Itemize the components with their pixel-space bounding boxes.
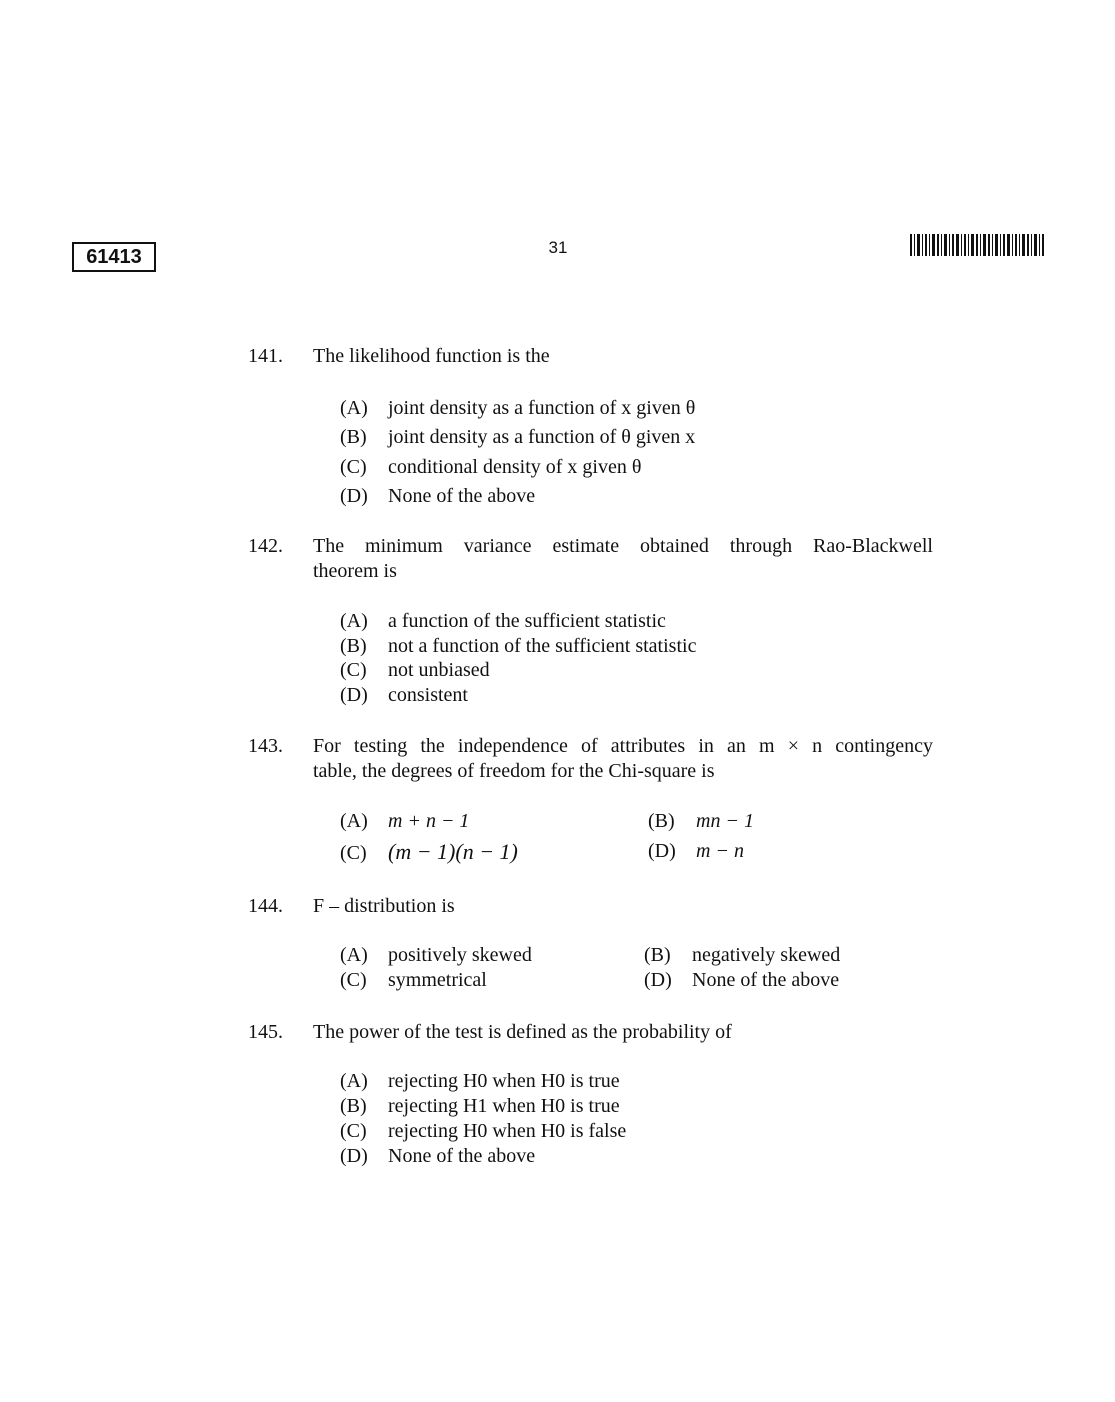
option-143-d: (D) m − n: [648, 840, 744, 862]
question-text: F – distribution is: [313, 895, 455, 917]
option-145-a: (A) rejecting H0 when H0 is true: [340, 1070, 620, 1092]
question-number: 145.: [248, 1021, 283, 1043]
page-number: 31: [548, 238, 568, 257]
option-143-b: (B) mn − 1: [648, 810, 754, 832]
option-145-d: (D) None of the above: [340, 1145, 536, 1167]
option-144-a: (A) positively skewed: [340, 944, 532, 966]
question-text: For testing the independence of attributes in an m × n contingency table, the degrees of freedom for the Chi-square is: [313, 735, 933, 782]
question-number: 142.: [248, 535, 283, 557]
question-number: 144.: [248, 895, 283, 917]
option-141-a: (A) joint density as a function of x given θ: [340, 397, 696, 419]
option-144-b: (B) negatively skewed: [644, 944, 841, 966]
option-143-a: (A) m + n − 1: [340, 810, 470, 832]
question-text: The likelihood function is the: [313, 345, 550, 367]
option-142-a: (A) a function of the sufficient statistic: [340, 610, 666, 632]
question-text: The power of the test is defined as the probability of: [313, 1021, 732, 1043]
paper-code: 61413: [72, 242, 156, 272]
option-144-c: (C) symmetrical: [340, 969, 487, 991]
option-141-b: (B) joint density as a function of θ given x: [340, 426, 696, 448]
question-number: 141.: [248, 345, 283, 367]
option-141-c: (C) conditional density of x given θ: [340, 456, 642, 478]
option-142-c: (C) not unbiased: [340, 659, 490, 681]
barcode-icon: [910, 234, 1044, 256]
option-141-d: (D) None of the above: [340, 485, 536, 507]
question-text: The minimum variance estimate obtained through Rao-Blackwell theorem is: [313, 535, 933, 582]
option-143-c: (C) (m − 1)(n − 1): [340, 839, 518, 864]
option-144-d: (D) None of the above: [644, 969, 840, 991]
option-145-b: (B) rejecting H1 when H0 is true: [340, 1095, 620, 1117]
option-142-d: (D) consistent: [340, 684, 468, 706]
option-145-c: (C) rejecting H0 when H0 is false: [340, 1120, 627, 1142]
question-number: 143.: [248, 735, 283, 757]
option-142-b: (B) not a function of the sufficient statistic: [340, 635, 697, 657]
